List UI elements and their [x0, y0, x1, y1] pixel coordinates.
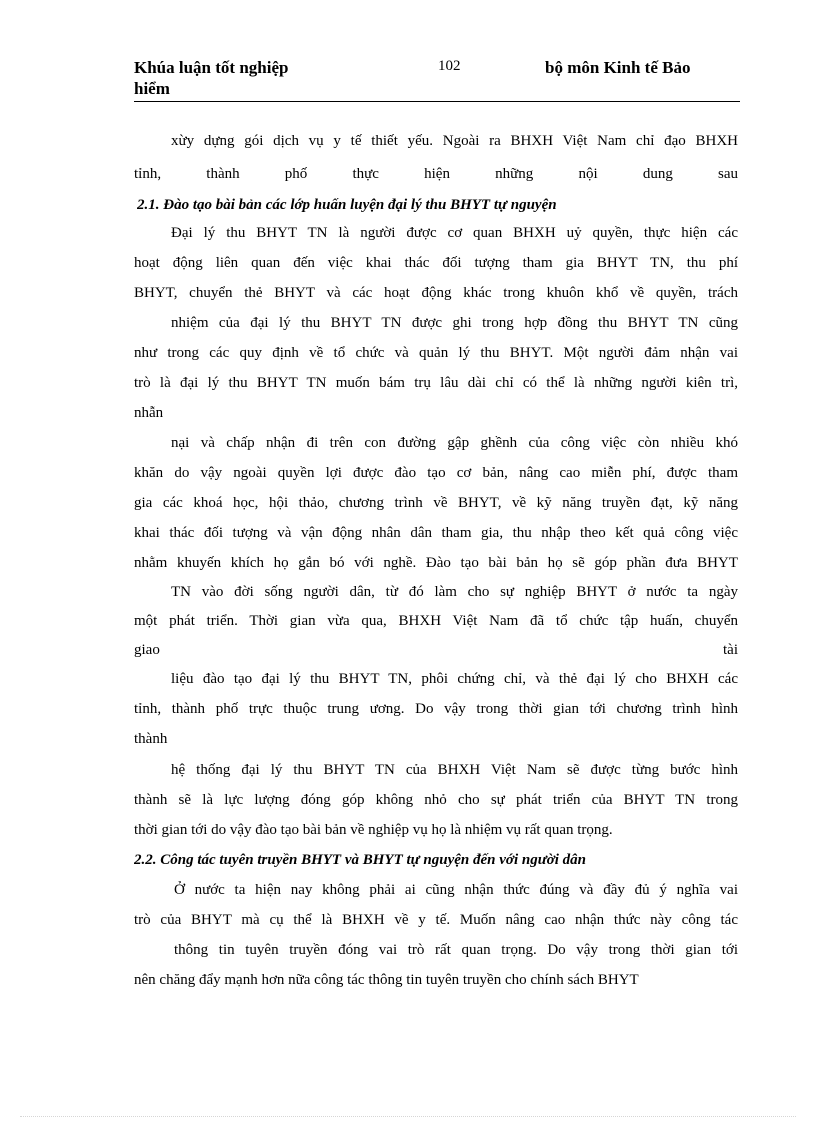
paragraph-line: nên chăng đẩy mạnh hơn nữa công tác thông tin tuyên truyền cho chính sách BHYT — [134, 972, 639, 988]
paragraph-line: gia các khoá học, hội thảo, chương trình về BHYT, về kỹ năng truyền đạt, kỹ năng — [134, 495, 738, 511]
page-bottom-border — [20, 1116, 796, 1117]
paragraph-line: xừy dựng gói dịch vụ y tế thiết yếu. Ngoài ra BHXH Việt Nam chỉ đạo BHXH — [171, 133, 738, 149]
header-rule — [134, 101, 740, 102]
paragraph-line: thời gian tới do vậy đào tạo bài bản về nghiệp vụ họ là nhiệm vụ rất quan trọng. — [134, 822, 613, 838]
section-heading-2-1: 2.1. Đào tạo bài bản các lớp huấn luyện đại lý thu BHYT tự nguyện — [137, 197, 557, 213]
header-right: bộ môn Kinh tế Bảo — [545, 58, 691, 77]
page-number: 102 — [438, 58, 461, 74]
paragraph-line: Đại lý thu BHYT TN là người được cơ quan BHXH uỷ quyền, thực hiện các — [171, 225, 738, 241]
paragraph-line: BHYT, chuyển thẻ BHYT và các hoạt động khác trong khuôn khổ về quyền, trách — [134, 285, 738, 301]
paragraph-line: trò của BHYT mà cụ thể là BHXH về y tế. Muốn nâng cao nhận thức này công tác — [134, 912, 738, 928]
paragraph-line: thông tin tuyên truyền đóng vai trò rất quan trọng. Do vậy trong thời gian tới — [174, 942, 738, 958]
paragraph-line: thành sẽ là lực lượng đóng góp không nhỏ cho sự phát triển của BHYT TN trong — [134, 792, 738, 808]
paragraph-line: một phát triển. Thời gian vừa qua, BHXH Việt Nam đã tổ chức tập huấn, chuyển — [134, 613, 738, 629]
paragraph-line: liệu đào tạo đại lý thu BHYT TN, phôi chứng chỉ, và thẻ đại lý cho BHXH các — [171, 671, 738, 687]
paragraph-line: TN vào đời sống người dân, từ đó làm cho sự nghiệp BHYT ở nước ta ngày — [171, 584, 738, 600]
paragraph-line: hoạt động liên quan đến việc khai thác đối tượng tham gia BHYT TN, thu phí — [134, 255, 738, 271]
header-left-line1: Khúa luận tốt nghiệp — [134, 58, 289, 77]
paragraph-line: nhằm khuyến khích họ gắn bó với nghề. Đào tạo bài bản họ sẽ góp phần đưa BHYT — [134, 555, 738, 571]
paragraph-line: tỉnh, thành phố trực thuộc trung ương. Do vậy trong thời gian tới chương trình hình — [134, 701, 738, 717]
paragraph-line: giao tài — [134, 642, 738, 658]
header-left-line2: hiểm — [134, 79, 170, 98]
section-heading-2-2: 2.2. Công tác tuyên truyền BHYT và BHYT tự nguyện đến với người dân — [134, 852, 587, 868]
paragraph-line: nhiệm của đại lý thu BHYT TN được ghi trong hợp đồng thu BHYT TN cũng — [171, 315, 738, 331]
paragraph-line: trò là đại lý thu BHYT TN muốn bám trụ lâu dài chỉ có thể là những người kiên trì, — [134, 375, 738, 391]
paragraph-line: nhẫn — [134, 405, 164, 421]
paragraph-line: tỉnh, thành phố thực hiện những nội dung sau — [134, 166, 738, 182]
paragraph-line: thành — [134, 731, 168, 747]
paragraph-line: Ở nước ta hiện nay không phải ai cũng nhận thức đúng và đầy đủ ý nghĩa vai — [174, 882, 738, 898]
paragraph-line: khai thác đối tượng và vận động nhân dân tham gia, thu nhập theo kết quả công việc — [134, 525, 738, 541]
paragraph-line: nại và chấp nhận đi trên con đường gập ghềnh của công việc còn nhiều khó — [171, 435, 738, 451]
paragraph-line: như trong các quy định về tổ chức và quản lý thu BHYT. Một người đảm nhận vai — [134, 345, 738, 361]
paragraph-line: khăn do vậy ngoài quyền lợi được đào tạo cơ bản, nâng cao miễn phí, được tham — [134, 465, 738, 481]
paragraph-line: hệ thống đại lý thu BHYT TN của BHXH Việt Nam sẽ được từng bước hình — [171, 762, 738, 778]
